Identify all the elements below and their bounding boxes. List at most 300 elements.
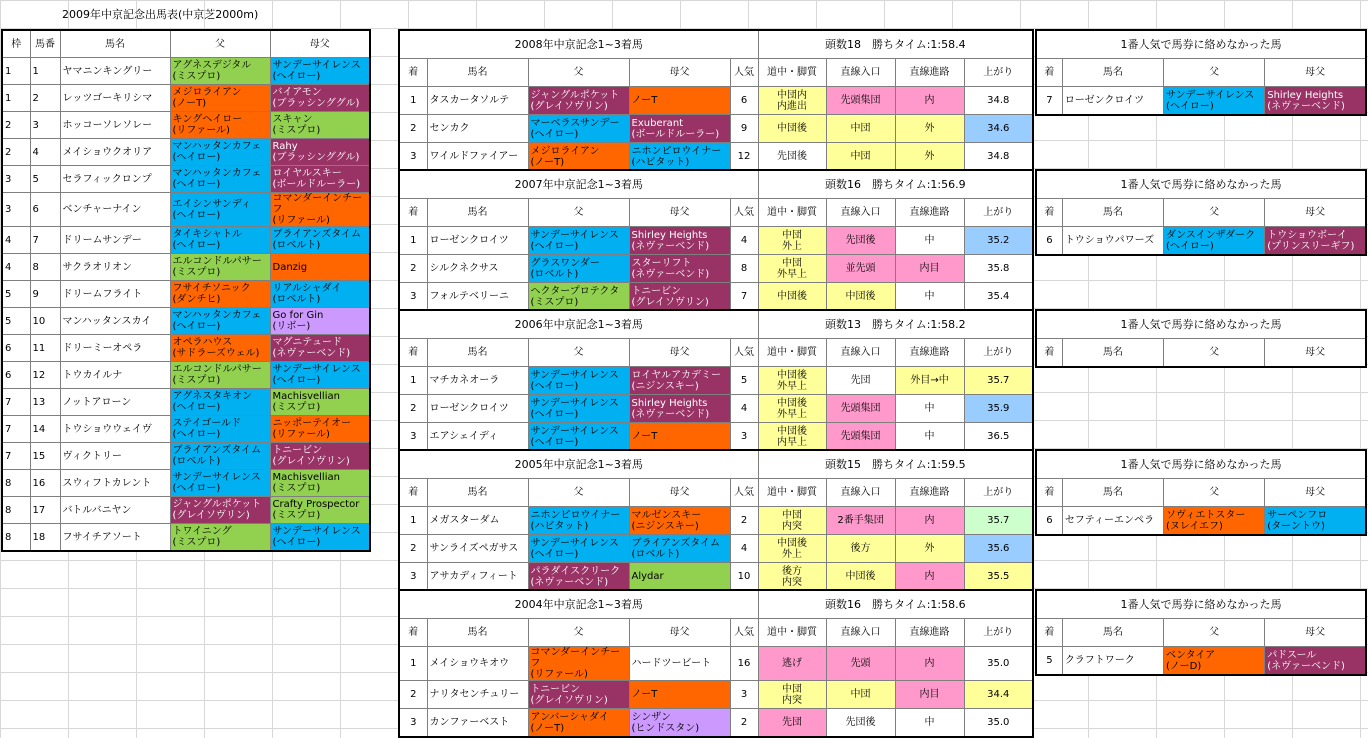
sire-cell: オペラハウス (サドラーズウェル)	[170, 335, 270, 362]
header-cell: 着	[399, 199, 427, 227]
stretch-entry-cell: 中団	[826, 681, 895, 709]
sire-cell: メジロライアン (ノーT)	[528, 143, 629, 172]
header-cell: 母父	[1265, 59, 1366, 87]
header-cell: 直線進路	[895, 479, 964, 507]
last-3f-cell: 35.9	[964, 395, 1033, 423]
number-cell: 1	[30, 58, 60, 85]
broodmare-sire-cell: トニービン (グレイソヴリン)	[270, 443, 370, 470]
header-cell: 着	[399, 59, 427, 87]
table-row	[2, 227, 370, 254]
finish-position: 2	[399, 395, 427, 423]
broodmare-sire-cell: サンデーサイレンス (ヘイロー)	[270, 362, 370, 389]
table-row	[399, 709, 1033, 738]
waku-cell: 8	[2, 470, 30, 497]
stretch-entry-cell: 先団後	[826, 709, 895, 738]
table-row	[1036, 87, 1366, 116]
header-cell: 上がり	[964, 619, 1033, 647]
horse-name: セラフィックロンプ	[60, 166, 170, 193]
header-cell: 道中・脚質	[758, 339, 826, 367]
running-style-cell: 中団 外上	[758, 227, 826, 255]
table-row	[2, 443, 370, 470]
header-cell: 上がり	[964, 479, 1033, 507]
horse-name: フォルテベリーニ	[427, 283, 528, 312]
popularity-cell: 4	[730, 395, 758, 423]
waku-cell: 2	[2, 112, 30, 139]
sire-cell: マンハッタンカフェ (ヘイロー)	[170, 308, 270, 335]
table-row	[2, 389, 370, 416]
number-cell: 3	[30, 112, 60, 139]
number-cell: 18	[30, 524, 60, 552]
race-info: 頭数18 勝ちタイム:1:58.4	[758, 30, 1033, 59]
running-style-cell: 中団後 外早上	[758, 395, 826, 423]
header-cell: 着	[1036, 59, 1062, 87]
table-row	[2, 112, 370, 139]
header-cell: 父	[1164, 479, 1265, 507]
running-style-cell: 中団後	[758, 115, 826, 143]
stretch-entry-cell: 並先頭	[826, 255, 895, 283]
block-title: 2005年中京記念1~3着馬	[399, 450, 758, 479]
table-row	[2, 335, 370, 362]
horse-name: ナリタセンチュリー	[427, 681, 528, 709]
finish-position: 2	[399, 255, 427, 283]
horse-name: ローゼンクロイツ	[427, 395, 528, 423]
sire-cell: パラダイスクリーク (ネヴァーベンド)	[528, 563, 629, 592]
stretch-route-cell: 内	[895, 563, 964, 592]
table-row	[399, 227, 1033, 255]
sire-cell: メジロライアン (ノーT)	[170, 85, 270, 112]
page-title: 2009年中京記念出馬表(中京芝2000m)	[62, 8, 259, 21]
broodmare-sire-cell: Go for Gin (リボー)	[270, 308, 370, 335]
finish-position: 7	[1036, 87, 1062, 116]
table-row	[2, 193, 370, 227]
table-row	[399, 367, 1033, 395]
finish-position: 2	[399, 115, 427, 143]
stretch-route-cell: 外	[895, 115, 964, 143]
sire-cell: アンバーシャダイ (ノーT)	[528, 709, 629, 738]
broodmare-sire-cell: ハードツービート	[629, 647, 730, 681]
waku-cell: 6	[2, 362, 30, 389]
broodmare-sire-cell: ロイヤルスキー (ボールドルーラー)	[270, 166, 370, 193]
horse-name: サクラオリオン	[60, 254, 170, 281]
waku-cell: 4	[2, 254, 30, 281]
horse-name: クラフトワーク	[1062, 647, 1163, 676]
race-info: 頭数15 勝ちタイム:1:59.5	[758, 450, 1033, 479]
broodmare-sire-cell: Crafty Prospector (ミスプロ)	[270, 497, 370, 524]
stretch-route-cell: 中	[895, 283, 964, 312]
stretch-route-cell: 外	[895, 143, 964, 172]
sire-cell: サンデーサイレンス (ヘイロー)	[528, 535, 629, 563]
last-3f-cell: 35.2	[964, 227, 1033, 255]
table-row	[2, 58, 370, 85]
stretch-route-cell: 中	[895, 709, 964, 738]
stretch-route-cell: 外目→中	[895, 367, 964, 395]
sire-cell: キングヘイロー (リファール)	[170, 112, 270, 139]
waku-cell: 2	[2, 139, 30, 166]
header-cell: 直線入口	[826, 619, 895, 647]
finish-position: 1	[399, 367, 427, 395]
horse-name: ノットアローン	[60, 389, 170, 416]
broodmare-sire-cell: Exuberant (ボールドルーラー)	[629, 115, 730, 143]
block-title: 2004年中京記念1~3着馬	[399, 590, 758, 619]
header-cell: 着	[1036, 339, 1062, 368]
broodmare-sire-cell: ニッポーテイオー (リファール)	[270, 416, 370, 443]
past-results-table	[398, 169, 1034, 312]
popularity-cell: 2	[730, 507, 758, 535]
block-title: 2007年中京記念1~3着馬	[399, 170, 758, 199]
horse-name: スウィフトカレント	[60, 470, 170, 497]
header-row	[1036, 199, 1366, 227]
running-style-cell: 先団	[758, 709, 826, 738]
header-cell: 父	[170, 30, 270, 58]
favorite-failed-table	[1035, 169, 1367, 256]
header-cell: 直線入口	[826, 479, 895, 507]
header-cell: 人気	[730, 619, 758, 647]
broodmare-sire-cell: Alydar	[629, 563, 730, 592]
header-cell: 馬名	[1062, 59, 1163, 87]
table-row	[399, 535, 1033, 563]
broodmare-sire-cell: ノーT	[629, 87, 730, 115]
broodmare-sire-cell: ロイヤルアカデミー (ニジンスキー)	[629, 367, 730, 395]
header-row	[1036, 59, 1366, 87]
broodmare-sire-cell: Machisvellian (ミスプロ)	[270, 389, 370, 416]
broodmare-sire-cell: ノーT	[629, 681, 730, 709]
header-cell: 枠	[2, 30, 30, 58]
header-cell: 人気	[730, 199, 758, 227]
race-info: 頭数13 勝ちタイム:1:58.2	[758, 310, 1033, 339]
header-cell: 父	[528, 339, 629, 367]
header-cell: 馬名	[427, 479, 528, 507]
broodmare-sire-cell: Machisvellian (ミスプロ)	[270, 470, 370, 497]
horse-name: マンハッタンスカイ	[60, 308, 170, 335]
sire-cell: サンデーサイレンス (ヘイロー)	[528, 395, 629, 423]
number-cell: 4	[30, 139, 60, 166]
header-cell: 父	[528, 479, 629, 507]
waku-cell: 7	[2, 443, 30, 470]
sire-cell: マンハッタンカフェ (ヘイロー)	[170, 166, 270, 193]
sire-cell: ダンスインザダーク (ヘイロー)	[1164, 227, 1265, 256]
header-cell: 着	[1036, 619, 1062, 647]
number-cell: 10	[30, 308, 60, 335]
stretch-entry-cell: 先団	[826, 367, 895, 395]
broodmare-sire-cell: Danzig	[270, 254, 370, 281]
number-cell: 7	[30, 227, 60, 254]
table-row	[399, 647, 1033, 681]
header-row	[399, 59, 1033, 87]
favorite-failed-table	[1035, 449, 1367, 536]
finish-position: 1	[399, 507, 427, 535]
block-title-row	[1036, 30, 1366, 59]
table-row	[399, 87, 1033, 115]
number-cell: 13	[30, 389, 60, 416]
horse-name: ヴィクトリー	[60, 443, 170, 470]
table-row	[399, 143, 1033, 172]
running-style-cell: 中団内 内進出	[758, 87, 826, 115]
waku-cell: 1	[2, 85, 30, 112]
header-cell: 母父	[1265, 479, 1366, 507]
sire-cell: サンデーサイレンス (ヘイロー)	[1164, 87, 1265, 116]
broodmare-sire-cell: Shirley Heights (ネヴァーベンド)	[1265, 87, 1366, 116]
sire-cell: トニービン (グレイソヴリン)	[528, 681, 629, 709]
header-cell: 馬名	[427, 59, 528, 87]
sire-cell: アグネスデジタル (ミスプロ)	[170, 58, 270, 85]
header-cell: 直線進路	[895, 59, 964, 87]
last-3f-cell: 35.7	[964, 367, 1033, 395]
sire-cell: サンデーサイレンス (ヘイロー)	[528, 367, 629, 395]
block-title-row	[399, 170, 1033, 199]
horse-name: ローゼンクロイツ	[427, 227, 528, 255]
table-row	[1036, 507, 1366, 536]
finish-position: 1	[399, 87, 427, 115]
waku-cell: 3	[2, 166, 30, 193]
entries-table	[1, 29, 371, 552]
stretch-entry-cell: 中団	[826, 115, 895, 143]
waku-cell: 5	[2, 308, 30, 335]
race-info: 頭数16 勝ちタイム:1:58.6	[758, 590, 1033, 619]
header-cell: 直線進路	[895, 619, 964, 647]
horse-name: ベンチャーナイン	[60, 193, 170, 227]
running-style-cell: 逃げ	[758, 647, 826, 681]
number-cell: 2	[30, 85, 60, 112]
broodmare-sire-cell: ノーT	[629, 423, 730, 452]
horse-name: タスカータソルテ	[427, 87, 528, 115]
favorite-block-title: 1番人気で馬券に絡めなかった馬	[1036, 590, 1366, 619]
broodmare-sire-cell: Rahy (ブラッシンググル)	[270, 139, 370, 166]
past-results-table	[398, 309, 1034, 452]
table-row	[2, 281, 370, 308]
popularity-cell: 10	[730, 563, 758, 592]
table-row	[2, 308, 370, 335]
stretch-route-cell: 内	[895, 87, 964, 115]
header-cell: 馬名	[1062, 619, 1163, 647]
header-cell: 父	[1164, 59, 1265, 87]
block-title-row	[1036, 170, 1366, 199]
sire-cell: エルコンドルパサー (ミスプロ)	[170, 362, 270, 389]
popularity-cell: 9	[730, 115, 758, 143]
popularity-cell: 7	[730, 283, 758, 312]
header-cell: 母父	[629, 339, 730, 367]
horse-name: サンライズペガサス	[427, 535, 528, 563]
table-row	[2, 416, 370, 443]
header-cell: 直線入口	[826, 199, 895, 227]
number-cell: 14	[30, 416, 60, 443]
favorite-block-title: 1番人気で馬券に絡めなかった馬	[1036, 450, 1366, 479]
number-cell: 5	[30, 166, 60, 193]
block-title-row	[1036, 590, 1366, 619]
header-row	[399, 199, 1033, 227]
header-cell: 馬名	[1062, 479, 1163, 507]
table-row	[2, 470, 370, 497]
header-cell: 母父	[629, 59, 730, 87]
horse-name: ドリームフライト	[60, 281, 170, 308]
sire-cell: ステイゴールド (ヘイロー)	[170, 416, 270, 443]
header-cell: 馬名	[427, 619, 528, 647]
sire-cell: マーベラスサンデー (ヘイロー)	[528, 115, 629, 143]
running-style-cell: 中団後 外早上	[758, 367, 826, 395]
table-row	[2, 497, 370, 524]
last-3f-cell: 35.4	[964, 283, 1033, 312]
sire-cell: ソヴィエトスター (ヌレイエフ)	[1164, 507, 1265, 536]
running-style-cell: 中団後 外上	[758, 535, 826, 563]
horse-name: トウショウパワーズ	[1062, 227, 1163, 256]
table-row	[399, 423, 1033, 452]
sire-cell: サンデーサイレンス (ヘイロー)	[528, 227, 629, 255]
stretch-entry-cell: 先頭集団	[826, 87, 895, 115]
broodmare-sire-cell: トウショウボーイ (プリンスリーギフ)	[1265, 227, 1366, 256]
block-title-row	[399, 310, 1033, 339]
header-cell: 馬名	[1062, 199, 1163, 227]
sire-cell: サンデーサイレンス (ヘイロー)	[170, 470, 270, 497]
last-3f-cell: 34.4	[964, 681, 1033, 709]
last-3f-cell: 34.6	[964, 115, 1033, 143]
number-cell: 9	[30, 281, 60, 308]
popularity-cell: 2	[730, 709, 758, 738]
stretch-route-cell: 中	[895, 423, 964, 452]
stretch-entry-cell: 先団後	[826, 227, 895, 255]
horse-name: アサカディフィート	[427, 563, 528, 592]
header-cell: 直線入口	[826, 339, 895, 367]
finish-position: 3	[399, 423, 427, 452]
waku-cell: 8	[2, 497, 30, 524]
past-results-table	[398, 449, 1034, 592]
stretch-entry-cell: 先頭	[826, 647, 895, 681]
horse-name: エアシェイディ	[427, 423, 528, 452]
popularity-cell: 12	[730, 143, 758, 172]
header-cell: 父	[1164, 339, 1265, 368]
broodmare-sire-cell: シンザン (ヒンドスタン)	[629, 709, 730, 738]
table-row	[2, 362, 370, 389]
header-cell: 着	[1036, 199, 1062, 227]
past-results-table	[398, 29, 1034, 172]
table-row	[399, 255, 1033, 283]
running-style-cell: 後方 内突	[758, 563, 826, 592]
table-row	[2, 524, 370, 552]
block-title-row	[399, 30, 1033, 59]
horse-name: マチカネオーラ	[427, 367, 528, 395]
block-title-row	[1036, 310, 1366, 339]
header-cell: 着	[1036, 479, 1062, 507]
header-row	[1036, 479, 1366, 507]
last-3f-cell: 35.5	[964, 563, 1033, 592]
running-style-cell: 中団 内突	[758, 507, 826, 535]
popularity-cell: 4	[730, 535, 758, 563]
table-row	[2, 85, 370, 112]
header-row	[399, 619, 1033, 647]
waku-cell: 7	[2, 389, 30, 416]
finish-position: 3	[399, 563, 427, 592]
favorite-block-title: 1番人気で馬券に絡めなかった馬	[1036, 310, 1366, 339]
waku-cell: 4	[2, 227, 30, 254]
table-row	[399, 563, 1033, 592]
sire-cell: ジャングルポケット (グレイソヴリン)	[528, 87, 629, 115]
header-cell: 父	[1164, 199, 1265, 227]
last-3f-cell: 34.8	[964, 143, 1033, 172]
finish-position: 6	[1036, 507, 1062, 536]
waku-cell: 7	[2, 416, 30, 443]
horse-name: シルクネクサス	[427, 255, 528, 283]
broodmare-sire-cell: バイアモン (ブラッシンググル)	[270, 85, 370, 112]
race-info: 頭数16 勝ちタイム:1:56.9	[758, 170, 1033, 199]
last-3f-cell: 35.0	[964, 709, 1033, 738]
sire-cell: ヘクタープロテクタ (ミスプロ)	[528, 283, 629, 312]
running-style-cell: 中団 外早上	[758, 255, 826, 283]
sire-cell: コマンダーインチーフ (リファール)	[528, 647, 629, 681]
last-3f-cell: 35.8	[964, 255, 1033, 283]
header-cell: 人気	[730, 59, 758, 87]
table-row	[1036, 227, 1366, 256]
horse-name: ローゼンクロイツ	[1062, 87, 1163, 116]
header-cell: 着	[399, 619, 427, 647]
broodmare-sire-cell: サンデーサイレンス (ヘイロー)	[270, 524, 370, 552]
horse-name: バトルバニヤン	[60, 497, 170, 524]
horse-name: センカク	[427, 115, 528, 143]
block-title-row	[399, 450, 1033, 479]
broodmare-sire-cell: パドスール (ネヴァーベンド)	[1265, 647, 1366, 676]
last-3f-cell: 35.7	[964, 507, 1033, 535]
header-cell: 着	[399, 339, 427, 367]
finish-position: 3	[399, 709, 427, 738]
waku-cell: 6	[2, 335, 30, 362]
sire-cell: ブライアンズタイム (ロベルト)	[170, 443, 270, 470]
broodmare-sire-cell: スターリフト (ネヴァーベンド)	[629, 255, 730, 283]
finish-position: 5	[1036, 647, 1062, 676]
past-results-table	[398, 589, 1034, 738]
stretch-entry-cell: 後方	[826, 535, 895, 563]
broodmare-sire-cell: サンデーサイレンス (ヘイロー)	[270, 58, 370, 85]
popularity-cell: 3	[730, 681, 758, 709]
broodmare-sire-cell: ブライアンズタイム (ロベルト)	[270, 227, 370, 254]
stretch-route-cell: 内目	[895, 255, 964, 283]
favorite-block-title: 1番人気で馬券に絡めなかった馬	[1036, 30, 1366, 59]
broodmare-sire-cell: スキャン (ミスプロ)	[270, 112, 370, 139]
waku-cell: 8	[2, 524, 30, 552]
horse-name: メガスターダム	[427, 507, 528, 535]
header-cell: 父	[528, 199, 629, 227]
sire-cell: アグネスタキオン (ヘイロー)	[170, 389, 270, 416]
stretch-entry-cell: 中団	[826, 143, 895, 172]
horse-name: ヤマニンキングリー	[60, 58, 170, 85]
sire-cell: サンデーサイレンス (ヘイロー)	[528, 423, 629, 452]
header-cell: 人気	[730, 339, 758, 367]
number-cell: 15	[30, 443, 60, 470]
header-row	[399, 339, 1033, 367]
running-style-cell: 中団後 内早上	[758, 423, 826, 452]
table-row	[1036, 647, 1366, 676]
header-cell: 人気	[730, 479, 758, 507]
header-cell: 馬名	[427, 339, 528, 367]
number-cell: 12	[30, 362, 60, 389]
sire-cell: グラスワンダー (ロベルト)	[528, 255, 629, 283]
horse-name: レッツゴーキリシマ	[60, 85, 170, 112]
waku-cell: 5	[2, 281, 30, 308]
finish-position: 1	[399, 647, 427, 681]
stretch-route-cell: 内目	[895, 681, 964, 709]
broodmare-sire-cell: ブライアンズタイム (ロベルト)	[629, 535, 730, 563]
horse-name: トウショウウェイヴ	[60, 416, 170, 443]
popularity-cell: 4	[730, 227, 758, 255]
running-style-cell: 先団後	[758, 143, 826, 172]
header-cell: 着	[399, 479, 427, 507]
horse-name: ワイルドファイアー	[427, 143, 528, 172]
finish-position: 6	[1036, 227, 1062, 256]
header-cell: 母父	[629, 619, 730, 647]
popularity-cell: 8	[730, 255, 758, 283]
header-cell: 父	[528, 59, 629, 87]
header-cell: 母父	[629, 479, 730, 507]
header-cell: 道中・脚質	[758, 199, 826, 227]
sire-cell: ジャングルポケット (グレイソヴリン)	[170, 497, 270, 524]
stretch-route-cell: 外	[895, 535, 964, 563]
last-3f-cell: 36.5	[964, 423, 1033, 452]
